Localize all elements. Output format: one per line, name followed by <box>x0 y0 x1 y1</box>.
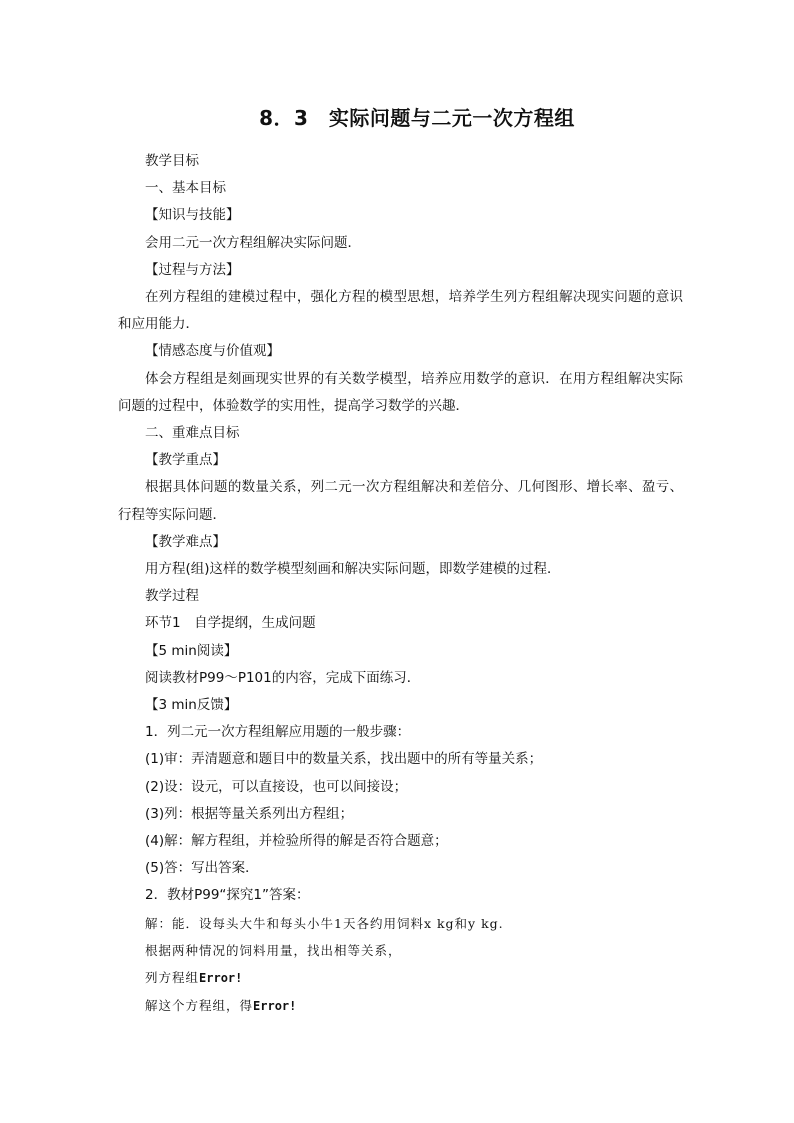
answer-text: 解这个方程组，得 <box>145 997 254 1013</box>
subheading-teaching-difficulty: 【教学难点】 <box>145 533 226 550</box>
section-label-teaching-process: 教学过程 <box>145 588 199 605</box>
answer-line <box>118 964 683 992</box>
list-item: (3)列：根据等量关系列出方程组； <box>145 805 354 822</box>
subheading-process-method: 【过程与方法】 <box>145 261 240 278</box>
answer-line: 解：能．设每头大牛和每头小牛1天各约用饲料x kg和y kg. <box>145 915 504 931</box>
solution-error-placeholder: Error! <box>253 998 297 1013</box>
paragraph: 体会方程组是刻画现实世界的有关数学模型，培养应用数学的意识．在用方程组解决实际问题的过程中，体验数学的实用性，提高学习数学的兴趣． <box>118 370 683 414</box>
paragraph: 用方程(组)这样的数学模型刻画和解决实际问题，即数学建模的过程． <box>145 561 561 578</box>
list-item: (2)设：设元，可以直接设，也可以间接设； <box>145 778 408 795</box>
list-item: (4)解：解方程组，并检验所得的解是否符合题意； <box>145 833 448 850</box>
answer-line <box>118 992 683 1020</box>
paragraph: 阅读教材P99～P101的内容，完成下面练习． <box>145 669 421 686</box>
list-item: 2．教材P99“探究1”答案： <box>145 887 310 904</box>
subheading-reading: 【5 min阅读】 <box>145 642 238 659</box>
page-title: 8．3 实际问题与二元一次方程组 <box>259 106 575 130</box>
paragraph: 根据具体问题的数量关系，列二元一次方程组解决和差倍分、几何图形、增长率、盈亏、行程等实际问题． <box>118 479 683 523</box>
document-body <box>118 148 683 1020</box>
paragraph: 在列方程组的建模过程中，强化方程的模型思想，培养学生列方程组解决现实问题的意识和应用能力． <box>118 289 683 333</box>
equation-error-placeholder: Error! <box>199 970 243 985</box>
section-heading-step-1: 环节1 自学提纲，生成问题 <box>145 615 316 632</box>
section-heading-key-points: 二、重难点目标 <box>145 425 240 442</box>
subheading-teaching-focus: 【教学重点】 <box>145 452 226 469</box>
subheading-feedback: 【3 min反馈】 <box>145 697 238 714</box>
list-item: (5)答：写出答案． <box>145 860 259 877</box>
paragraph: 会用二元一次方程组解决实际问题． <box>145 234 361 251</box>
section-heading-basic-goals: 一、基本目标 <box>145 180 226 197</box>
list-item: (1)审：弄清题意和题目中的数量关系，找出题中的所有等量关系； <box>145 751 543 768</box>
answer-line: 根据两种情况的饲料用量，找出相等关系， <box>145 942 402 958</box>
subheading-knowledge-skills: 【知识与技能】 <box>145 207 240 224</box>
subheading-attitude-values: 【情感态度与价值观】 <box>145 343 280 360</box>
section-label-teaching-goals: 教学目标 <box>145 153 199 169</box>
answer-text: 列方程组 <box>145 969 200 985</box>
list-item: 1．列二元一次方程组解应用题的一般步骤： <box>145 724 411 741</box>
